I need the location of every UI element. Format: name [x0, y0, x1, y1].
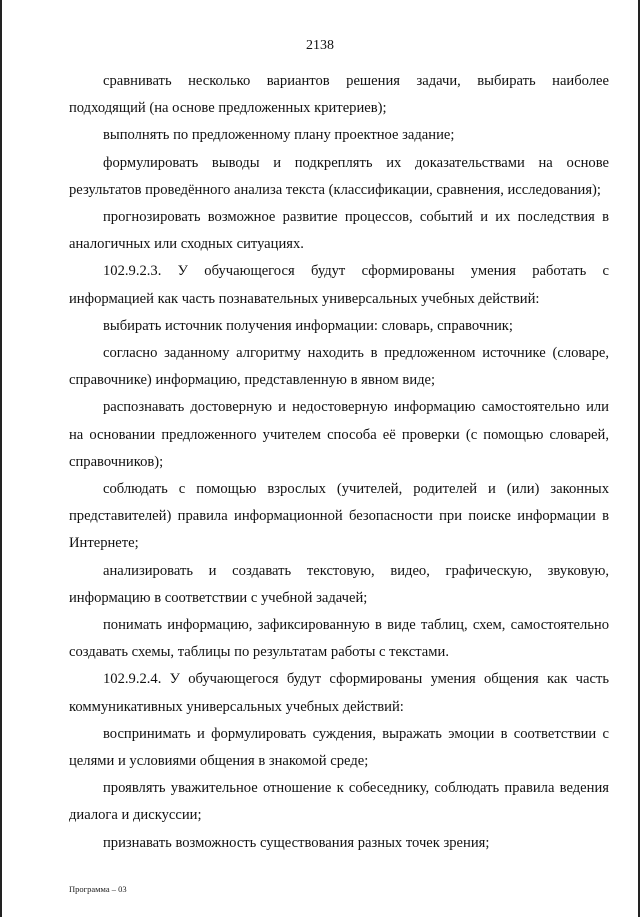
paragraph-12-section-102-9-2-4: 102.9.2.4. У обучающегося будут сформированы умения общения как часть коммуникативных универсальных учебных действий:: [69, 671, 609, 715]
paragraph-5-section-102-9-2-3: 102.9.2.3. У обучающегося будут сформированы умения работать с информацией как часть познавательных универсальных учебных действий:: [69, 263, 609, 307]
scan-edge-left: [0, 0, 2, 917]
document-body: [69, 68, 609, 857]
paragraph-3: формулировать выводы и подкреплять их доказательствами на основе результатов проведённого анализа текста (классификации, сравнения, исследования);: [69, 154, 609, 198]
paragraph-7: согласно заданному алгоритму находить в предложенном источнике (словаре, справочнике) информацию, представленную в явном виде;: [69, 345, 609, 389]
paragraph-2: выполнять по предложенному плану проектное задание;: [103, 127, 455, 144]
paragraph-10: анализировать и создавать текстовую, видео, графическую, звуковую, информацию в соответствии с учебной задачей;: [69, 562, 609, 606]
footer-label: Программа – 03: [69, 884, 127, 894]
paragraph-6: выбирать источник получения информации: словарь, справочник;: [103, 317, 513, 334]
paragraph-8: распознавать достоверную и недостоверную информацию самостоятельно или на основании предложенного учителем способа её проверки (с помощью словарей, справочников);: [69, 399, 609, 470]
paragraph-13: воспринимать и формулировать суждения, выражать эмоции в соответствии с целями и условиями общения в знакомой среде;: [69, 725, 609, 770]
paragraph-11: понимать информацию, зафиксированную в виде таблиц, схем, самостоятельно создавать схемы, таблицы по результатам работы с текстами.: [69, 617, 609, 661]
paragraph-9: соблюдать с помощью взрослых (учителей, родителей и (или) законных представителей) правила информационной безопасности при поиске информации в Интернете;: [69, 481, 609, 552]
paragraph-15: признавать возможность существования разных точек зрения;: [103, 834, 490, 851]
paragraph-1: сравнивать несколько вариантов решения задачи, выбирать наиболее подходящий (на основе предложенных критериев);: [69, 73, 609, 117]
page-number: 2138: [306, 38, 334, 53]
paragraph-14: проявлять уважительное отношение к собеседнику, соблюдать правила ведения диалога и дискуссии;: [69, 780, 609, 824]
paragraph-4: прогнозировать возможное развитие процессов, событий и их последствия в аналогичных или сходных ситуациях.: [69, 209, 609, 253]
